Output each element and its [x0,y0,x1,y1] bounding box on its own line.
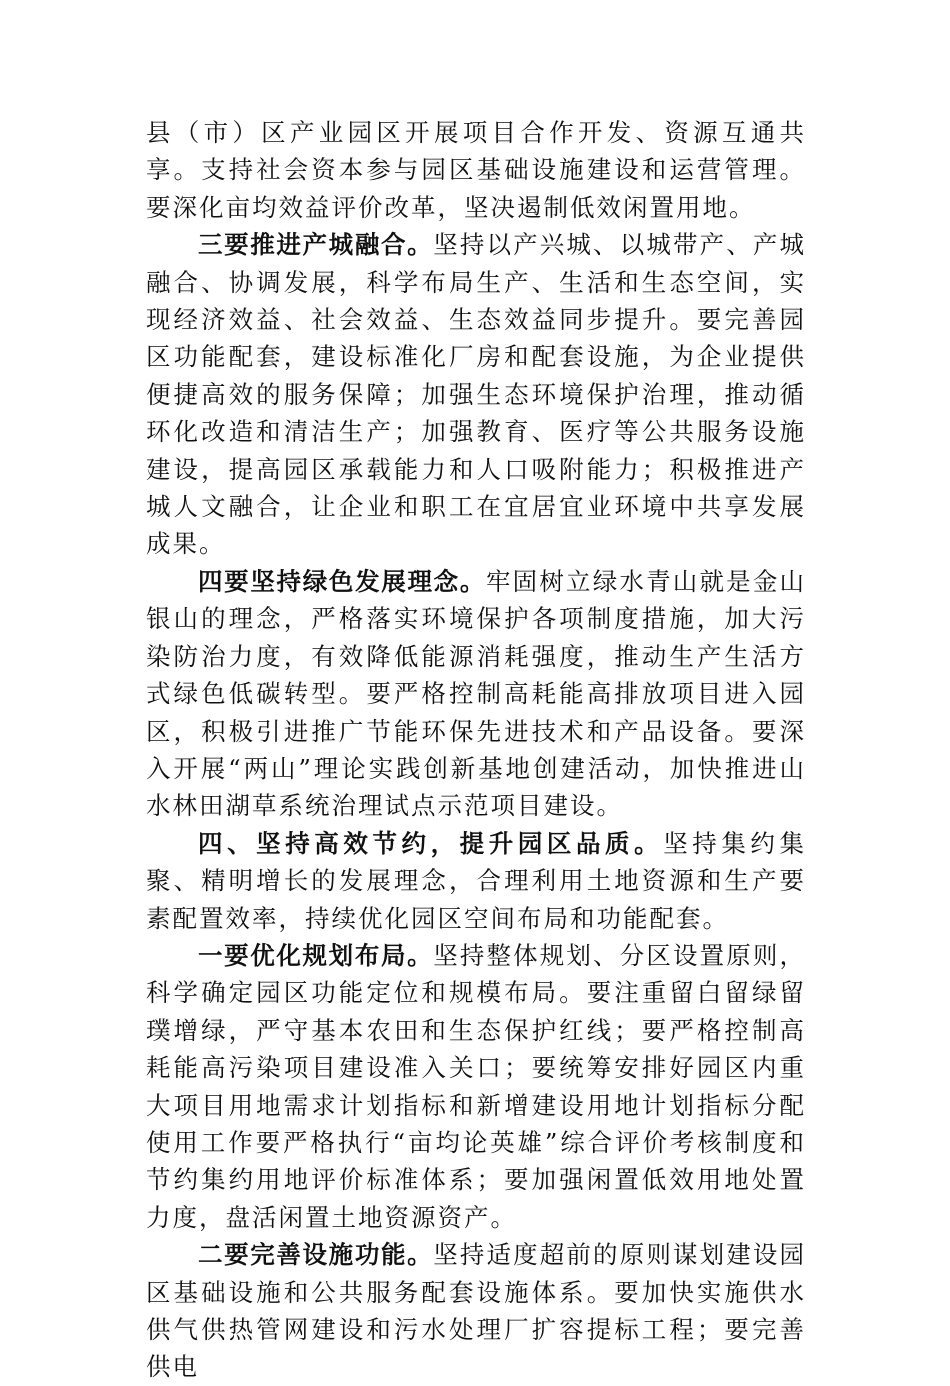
document-page [146,114,806,1386]
paragraph-section-four [146,825,806,937]
paragraph-lead: 三要推进产城融合。 [198,230,434,260]
paragraph-industry-city-integration [146,226,806,563]
paragraph-body: 牢固树立绿水青山就是金山银山的理念，严格落实环境保护各项制度措施，加大污染防治力度，有效降低能源消耗强度，推动生产生活方式绿色低碳转型。要严格控制高耗能高排放项目进入园区，积极引进推广节能环保先进技术和产品设备。要深入开展“两山”理论实践创新基地创建活动，加快推进山水林田湖草系统治理试点示范项目建设。 [146,566,806,821]
paragraph-lead: 二要完善设施功能。 [198,1240,434,1270]
paragraph-planning-layout [146,937,806,1236]
paragraph-lead: 四要坚持绿色发展理念。 [198,566,486,596]
paragraph-facilities [146,1236,806,1386]
section-heading: 四、坚持高效节约，提升园区品质。 [198,828,664,858]
paragraph-body: 县（市）区产业园区开展项目合作开发、资源互通共享。支持社会资本参与园区基础设施建设和运营管理。要深化亩均效益评价改革，坚决遏制低效闲置用地。 [146,118,806,222]
paragraph-green-development [146,563,806,825]
paragraph-county-parks [146,114,806,226]
paragraph-body: 坚持适度超前的原则谋划建设园区基础设施和公共服务配套设施体系。要加快实施供水供气供热管网建设和污水处理厂扩容提标工程；要完善供电 [146,1240,807,1382]
paragraph-body: 坚持集约集聚、精明增长的发展理念，合理利用土地资源和生产要素配置效率，持续优化园区空间布局和功能配套。 [146,828,807,933]
paragraph-body: 坚持以产兴城、以城带产、产城融合、协调发展，科学布局生产、生活和生态空间，实现经济效益、社会效益、生态效益同步提升。要完善园区功能配套，建设标准化厂房和配套设施，为企业提供便捷高效的服务保障；加强生态环境保护治理，推动循环化改造和清洁生产；加强教育、医疗等公共服务设施建设，提高园区承载能力和人口吸附能力；积极推进产城人文融合，让企业和职工在宜居宜业环境中共享发展成果。 [146,230,807,559]
paragraph-body: 坚持整体规划、分区设置原则，科学确定园区功能定位和规模布局。要注重留白留绿留璞增绿，严守基本农田和生态保护红线；要严格控制高耗能高污染项目建设准入关口；要统筹安排好园区内重大项目用地需求计划指标和新增建设用地计划指标分配使用工作要严格执行“亩均论英雄”综合评价考核制度和节约集约用地评价标准体系；要加强闲置低效用地处置力度，盘活闲置土地资源资产。 [146,940,807,1232]
paragraph-lead: 一要优化规划布局。 [198,940,434,970]
